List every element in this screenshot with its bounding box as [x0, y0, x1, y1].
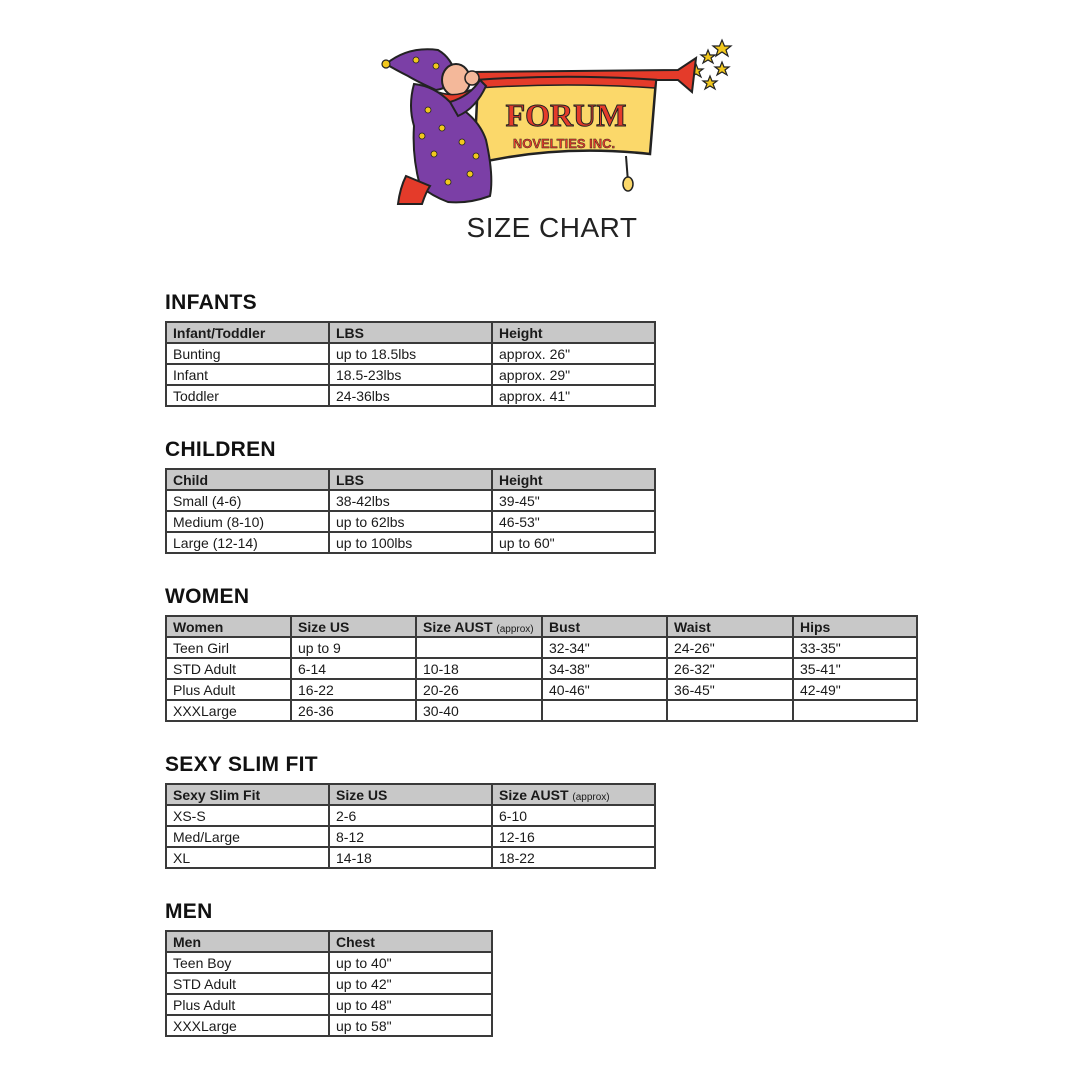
table-row	[166, 994, 492, 1015]
forum-novelties-logo	[378, 36, 738, 216]
column-header-note: (approx)	[572, 791, 610, 803]
table-cell: 18.5-23lbs	[329, 364, 492, 385]
column-header: Waist	[667, 616, 793, 637]
column-header: Height	[492, 469, 655, 490]
table-row	[166, 658, 917, 679]
table-cell: up to 40"	[329, 952, 492, 973]
section-heading: SEXY SLIM FIT	[165, 753, 318, 776]
table-header-row	[166, 616, 917, 637]
table-cell: Plus Adult	[166, 679, 291, 700]
table-cell	[793, 700, 917, 721]
table-cell: 2-6	[329, 805, 492, 826]
table-row	[166, 826, 655, 847]
table-row	[166, 343, 655, 364]
table-cell: 38-42lbs	[329, 490, 492, 511]
column-header: Sexy Slim Fit	[166, 784, 329, 805]
table-cell: 39-45"	[492, 490, 655, 511]
table-row	[166, 490, 655, 511]
table-cell: 12-16	[492, 826, 655, 847]
section-infants	[165, 291, 656, 407]
table-cell: 46-53"	[492, 511, 655, 532]
table-header-row	[166, 784, 655, 805]
table-cell: up to 100lbs	[329, 532, 492, 553]
column-header: Child	[166, 469, 329, 490]
column-header: Height	[492, 322, 655, 343]
column-header: Chest	[329, 931, 492, 952]
column-header-note: (approx)	[496, 623, 534, 635]
table-cell: approx. 29"	[492, 364, 655, 385]
table-cell: XS-S	[166, 805, 329, 826]
column-header-label: Size AUST	[499, 786, 569, 803]
table-cell: up to 42"	[329, 973, 492, 994]
table-cell: 24-26"	[667, 637, 793, 658]
table-cell: STD Adult	[166, 973, 329, 994]
size-table-sexy-slim-fit	[165, 783, 656, 869]
column-header	[492, 784, 655, 805]
column-header: Men	[166, 931, 329, 952]
table-cell: Med/Large	[166, 826, 329, 847]
table-cell: 6-10	[492, 805, 655, 826]
table-cell: approx. 41"	[492, 385, 655, 406]
column-header: Infant/Toddler	[166, 322, 329, 343]
table-cell: up to 58"	[329, 1015, 492, 1036]
table-cell: 34-38"	[542, 658, 667, 679]
table-cell: STD Adult	[166, 658, 291, 679]
star-icon	[715, 62, 729, 75]
wizard-figure	[382, 49, 491, 204]
table-cell	[667, 700, 793, 721]
table-row	[166, 532, 655, 553]
column-header: Women	[166, 616, 291, 637]
table-cell: Small (4-6)	[166, 490, 329, 511]
table-cell: Medium (8-10)	[166, 511, 329, 532]
column-header	[416, 616, 542, 637]
table-cell: 26-36	[291, 700, 416, 721]
table-cell: up to 62lbs	[329, 511, 492, 532]
table-cell: up to 9	[291, 637, 416, 658]
size-table-women	[165, 615, 918, 722]
section-men	[165, 900, 493, 1037]
size-table-children	[165, 468, 656, 554]
section-children	[165, 438, 656, 554]
star-icon	[713, 40, 731, 56]
table-cell: 20-26	[416, 679, 542, 700]
table-row	[166, 511, 655, 532]
size-table-men	[165, 930, 493, 1037]
table-header-row	[166, 469, 655, 490]
table-cell: 36-45"	[667, 679, 793, 700]
table-row	[166, 952, 492, 973]
size-table-infants	[165, 321, 656, 407]
section-heading: CHILDREN	[165, 438, 276, 461]
column-header: Size US	[329, 784, 492, 805]
logo-line2: NOVELTIES INC.	[512, 136, 616, 151]
table-cell: 33-35"	[793, 637, 917, 658]
table-header-row	[166, 931, 492, 952]
table-header-row	[166, 322, 655, 343]
table-cell	[416, 637, 542, 658]
column-header: Hips	[793, 616, 917, 637]
table-cell: 18-22	[492, 847, 655, 868]
table-cell: XXXLarge	[166, 700, 291, 721]
table-cell: Plus Adult	[166, 994, 329, 1015]
table-cell: Teen Girl	[166, 637, 291, 658]
table-cell: 30-40	[416, 700, 542, 721]
table-cell: Infant	[166, 364, 329, 385]
section-heading: MEN	[165, 900, 213, 923]
table-cell: 14-18	[329, 847, 492, 868]
table-row	[166, 700, 917, 721]
table-cell: up to 18.5lbs	[329, 343, 492, 364]
column-header: Size US	[291, 616, 416, 637]
table-cell: approx. 26"	[492, 343, 655, 364]
table-row	[166, 679, 917, 700]
table-row	[166, 385, 655, 406]
star-icon	[703, 76, 717, 89]
table-cell: Toddler	[166, 385, 329, 406]
table-cell: 42-49"	[793, 679, 917, 700]
table-cell: 24-36lbs	[329, 385, 492, 406]
star-icon	[701, 50, 715, 63]
table-cell: 26-32"	[667, 658, 793, 679]
table-cell: 16-22	[291, 679, 416, 700]
table-cell: Bunting	[166, 343, 329, 364]
column-header-label: Size AUST	[423, 618, 493, 635]
table-cell: 6-14	[291, 658, 416, 679]
table-row	[166, 1015, 492, 1036]
section-heading: INFANTS	[165, 291, 257, 314]
table-cell: XL	[166, 847, 329, 868]
column-header: LBS	[329, 469, 492, 490]
logo-line1: FORUM	[505, 97, 627, 133]
section-sexy-slim-fit	[165, 753, 656, 869]
section-heading: WOMEN	[165, 585, 250, 608]
table-cell: 8-12	[329, 826, 492, 847]
table-cell: 32-34"	[542, 637, 667, 658]
table-cell: 35-41"	[793, 658, 917, 679]
table-row	[166, 805, 655, 826]
table-row	[166, 973, 492, 994]
table-row	[166, 847, 655, 868]
table-cell: 40-46"	[542, 679, 667, 700]
table-cell: up to 48"	[329, 994, 492, 1015]
table-cell: up to 60"	[492, 532, 655, 553]
table-row	[166, 637, 917, 658]
table-cell: Teen Boy	[166, 952, 329, 973]
column-header: LBS	[329, 322, 492, 343]
column-header: Bust	[542, 616, 667, 637]
page-title: SIZE CHART	[466, 212, 638, 243]
table-cell: Large (12-14)	[166, 532, 329, 553]
table-cell: XXXLarge	[166, 1015, 329, 1036]
table-row	[166, 364, 655, 385]
section-women	[165, 585, 918, 722]
table-cell: 10-18	[416, 658, 542, 679]
table-cell	[542, 700, 667, 721]
